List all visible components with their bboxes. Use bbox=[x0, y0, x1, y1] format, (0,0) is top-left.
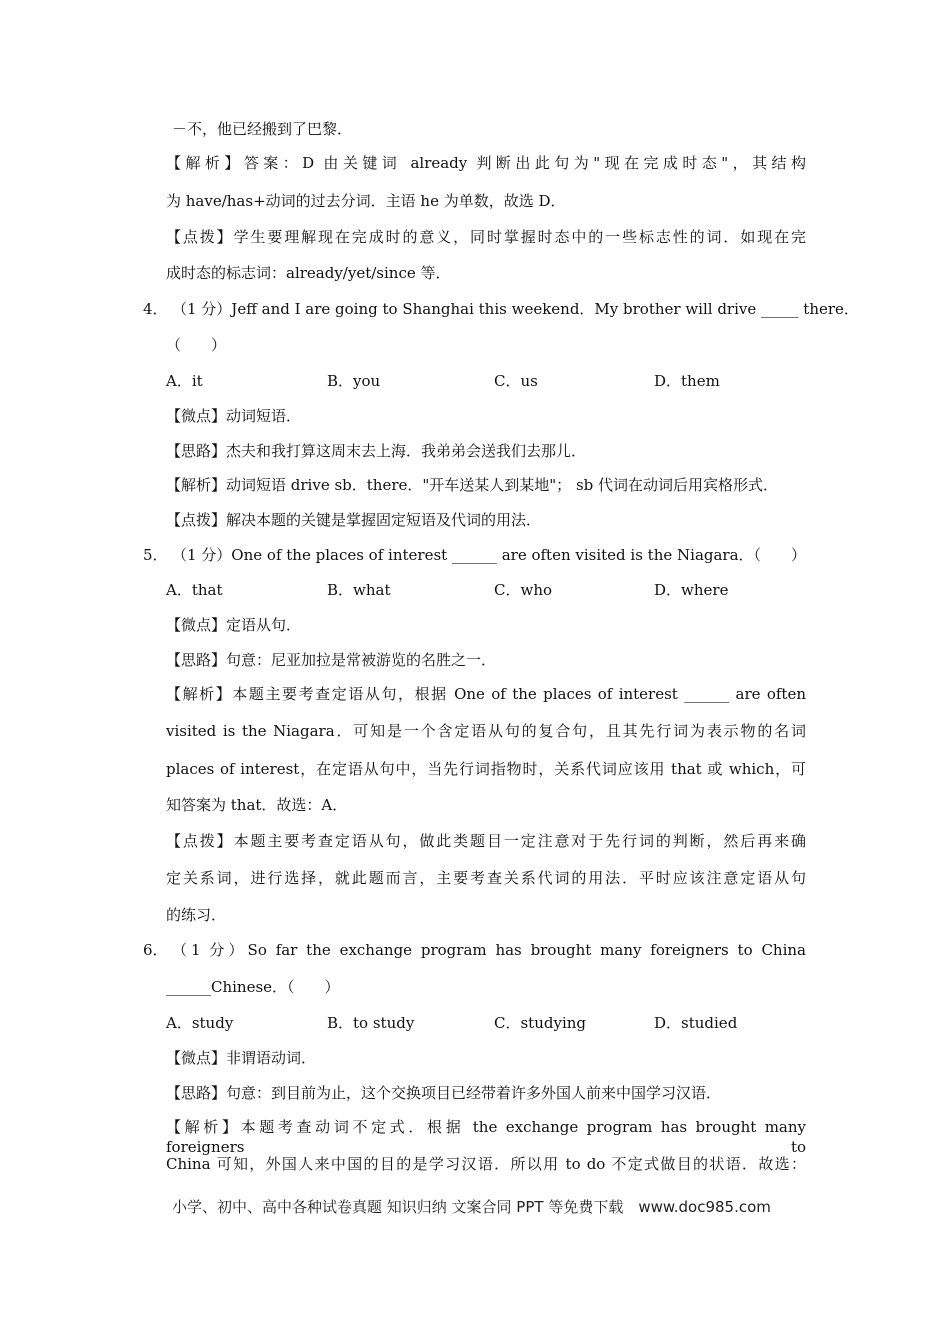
option-d: D．them bbox=[654, 372, 720, 390]
question-number: 4． bbox=[143, 300, 168, 318]
note-line: 【点拨】解决本题的关键是掌握固定短语及代词的用法． bbox=[166, 511, 542, 529]
question-stem: （1 分）Jeff and I are going to Shanghai this weekend．My brother will drive _____ there． bbox=[172, 300, 859, 318]
option-b: B．to study bbox=[327, 1014, 415, 1032]
note-line: 【解析】本题考查动词不定式．根据 the exchange program has brought many foreigners to bbox=[166, 1118, 806, 1156]
text-line: －不，他已经搬到了巴黎． bbox=[172, 120, 353, 138]
note-line: visited is the Niagara．可知是一个含定语从句的复合句，且其先行词为表示物的名词 bbox=[166, 722, 806, 740]
note-line: 【思路】杰夫和我打算这周末去上海．我弟弟会送我们去那儿． bbox=[166, 442, 587, 460]
note-line: 【思路】句意：尼亚加拉是常被游览的名胜之一． bbox=[166, 651, 497, 669]
option-a: A．it bbox=[166, 372, 203, 390]
text-line: 【点拨】学生要理解现在完成时的意义，同时掌握时态中的一些标志性的词．如现在完 bbox=[166, 228, 806, 246]
question-stem: （1 分）One of the places of interest ______ are often visited is the Niagara．（ ） bbox=[172, 546, 807, 564]
option-d: D．studied bbox=[654, 1014, 738, 1032]
answer-bracket: （ ） bbox=[166, 336, 227, 354]
note-line: China 可知，外国人来中国的目的是学习汉语．所以用 to do 不定式做目的状语．故选： bbox=[166, 1155, 806, 1173]
note-line: 【点拨】本题主要考查定语从句，做此类题目一定注意对于先行词的判断，然后再来确 bbox=[166, 832, 806, 850]
option-a: A．study bbox=[166, 1014, 234, 1032]
text-line: 为 have/has+动词的过去分词．主语 he 为单数，故选 D． bbox=[166, 192, 566, 210]
question-stem: （1 分）So far the exchange program has brought many foreigners to China bbox=[172, 941, 806, 959]
option-c: C．us bbox=[494, 372, 538, 390]
note-line: 定关系词，进行选择，就此题而言，主要考查关系代词的用法．平时应该注意定语从句 bbox=[166, 869, 806, 887]
option-c: C．who bbox=[494, 581, 553, 599]
option-a: A．that bbox=[166, 581, 223, 599]
note-line: 【微点】定语从句． bbox=[166, 616, 302, 634]
note-line: 【思路】句意：到目前为止，这个交换项目已经带着许多外国人前来中国学习汉语． bbox=[166, 1084, 722, 1102]
note-line: 知答案为 that．故选：A． bbox=[166, 796, 348, 814]
note-line: 【微点】非谓语动词． bbox=[166, 1049, 317, 1067]
option-b: B．you bbox=[327, 372, 381, 390]
option-b: B．what bbox=[327, 581, 391, 599]
note-line: 【微点】动词短语． bbox=[166, 407, 302, 425]
note-line: places of interest，在定语从句中，当先行词指物时，关系代词应该用 that 或 which，可 bbox=[166, 760, 806, 778]
question-number: 5． bbox=[143, 546, 168, 564]
question-stem-cont: ______Chinese．（ ） bbox=[166, 978, 340, 996]
note-line: 的练习． bbox=[166, 906, 227, 924]
option-d: D．where bbox=[654, 581, 729, 599]
text-line: 成时态的标志词：already/yet/since 等． bbox=[166, 264, 451, 282]
question-number: 6． bbox=[143, 941, 168, 959]
page-footer: 小学、初中、高中各种试卷真题 知识归纳 文案合同 PPT 等免费下载 www.doc985.com bbox=[172, 1198, 771, 1216]
text-line: 【解析】答案：D 由关键词 already 判断出此句为"现在完成时态"，其结构 bbox=[166, 154, 806, 172]
note-line: 【解析】动词短语 drive sb．there．"开车送某人到某地"； sb 代词在动词后用宾格形式． bbox=[166, 476, 779, 494]
option-c: C．studying bbox=[494, 1014, 586, 1032]
note-line: 【解析】本题主要考查定语从句，根据 One of the places of interest ______ are often bbox=[166, 685, 806, 703]
